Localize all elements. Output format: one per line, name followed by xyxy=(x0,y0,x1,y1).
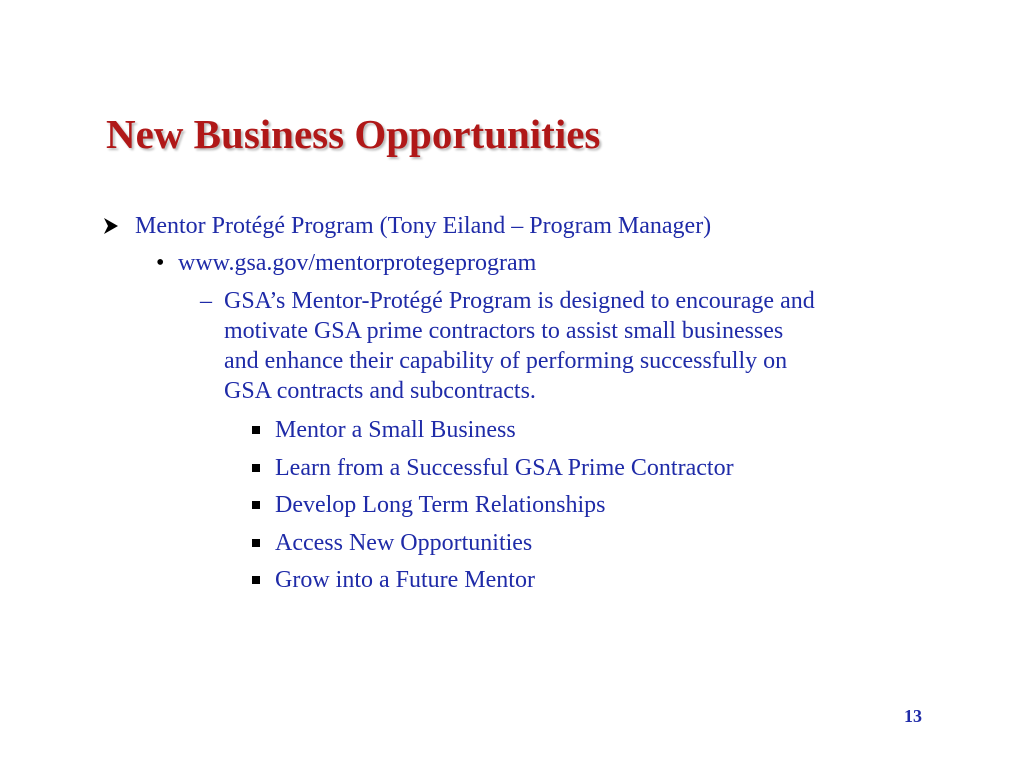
square-bullet-icon xyxy=(252,426,260,434)
level1-item: Mentor Protégé Program (Tony Eiland – Program Manager) xyxy=(135,213,712,239)
level3-line: motivate GSA prime contractors to assist small businesses xyxy=(224,318,784,344)
level2-bullet: • xyxy=(156,250,165,276)
slide-title: New Business Opportunities xyxy=(106,111,601,157)
level4-item: Access New Opportunities xyxy=(275,530,533,556)
square-bullet-icon xyxy=(252,539,260,547)
level4-item: Mentor a Small Business xyxy=(275,417,516,443)
level4-item: Develop Long Term Relationships xyxy=(275,492,606,518)
square-bullet-icon xyxy=(252,501,260,509)
level3-dash: – xyxy=(200,288,212,314)
arrow-bullet-icon xyxy=(101,216,121,236)
level3-line: GSA’s Mentor-Protégé Program is designed to encourage and xyxy=(224,288,815,314)
square-bullet-icon xyxy=(252,576,260,584)
level2-link[interactable]: www.gsa.gov/mentorprotegeprogram xyxy=(178,250,537,276)
square-bullet-icon xyxy=(252,464,260,472)
level3-line: GSA contracts and subcontracts. xyxy=(224,378,536,404)
level4-item: Learn from a Successful GSA Prime Contractor xyxy=(275,455,734,481)
page-number: 13 xyxy=(904,706,922,726)
level3-line: and enhance their capability of performing successfully on xyxy=(224,348,788,374)
level4-item: Grow into a Future Mentor xyxy=(275,567,535,593)
